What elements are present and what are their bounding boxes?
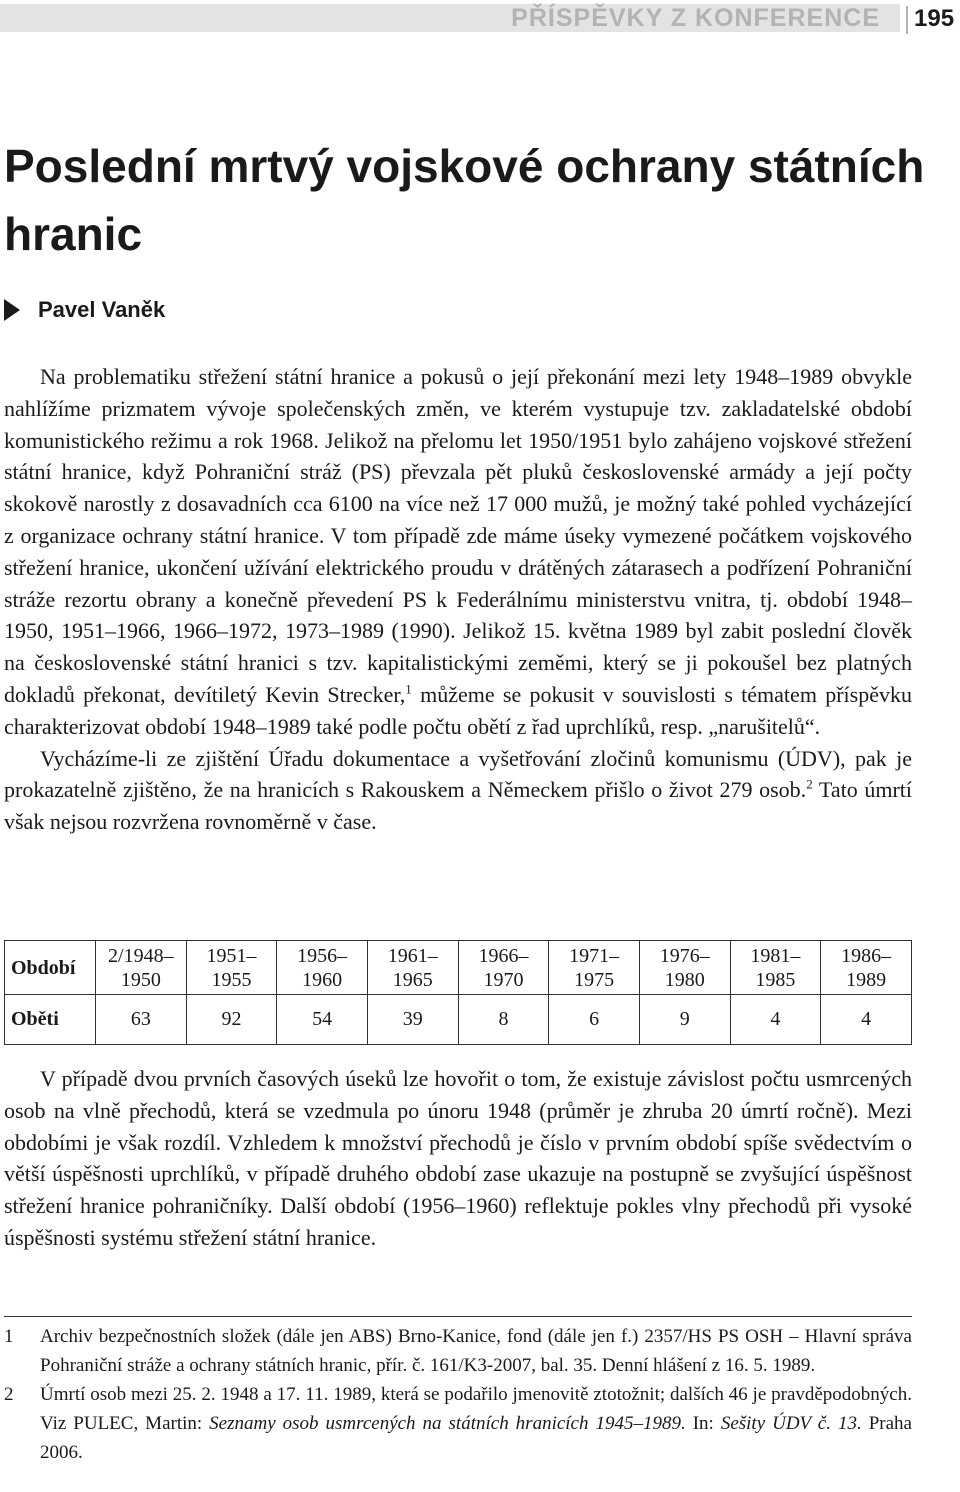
paragraph-1-text-b: můžeme se pokusit v souvislosti s tématem příspěvku charakterizovat období 1948–1989 také podle počtu obětí z řad uprchlíků, resp. „narušitelů“.	[4, 681, 912, 739]
victims-cell: 8	[458, 995, 549, 1045]
footnote-rule	[4, 1316, 912, 1317]
paragraph-2-text-b: Tato úmrtí však nejsou rozvržena rovnoměrně v čase.	[4, 777, 912, 835]
footnote-2-part-c: Praha 2006.	[40, 1413, 912, 1463]
footnote-2-series: Sešity ÚDV č. 13.	[720, 1413, 862, 1434]
triangle-bullet-icon	[4, 299, 20, 321]
period-cell	[367, 941, 458, 995]
period-cell	[730, 941, 821, 995]
table-row-periods	[5, 941, 912, 995]
period-end: 1955	[211, 968, 252, 991]
row-label-period: Období	[5, 941, 96, 995]
article-title: Poslední mrtvý vojskové ochrany státních hranic	[4, 140, 925, 260]
period-cell	[277, 941, 368, 995]
footnote-2-part-a: Úmrtí osob mezi 25. 2. 1948 a 17. 11. 1989, která se podařilo jmenovitě ztotožnit; dalších 46 je pravděpodobných. Viz PULEC, Martin:	[40, 1384, 912, 1434]
victims-cell: 39	[367, 995, 458, 1045]
paragraph-3: V případě dvou prvních časových úseků lze hovořit o tom, že existuje závislost počtu usmrcených osob na vlně přechodů, která se vzedmula po únoru 1948 (průměr je zhruba 20 úmrtí ročně). Mezi obdobími je však rozdíl. Vzhledem k množství přechodů je číslo v prvním období spíše svědectvím o větší úspěšnosti uprchlíků, v případě druhého období zase ukazuje na postupně se zvyšující úspěšnost střežení hranice pohraničníky. Další období (1956–1960) reflektuje pokles vlny přechodů při vysoké úspěšnosti systému střežení státní hranice.	[4, 1066, 912, 1250]
paragraph-1-text-a: Na problematiku střežení státní hranice a pokusů o její překonání mezi lety 1948–1989 obvykle nahlížíme prizmatem vývoje společenských změn, ve kterém vystupuje tzv. zakladatelské období komunistického režimu a rok 1968. Jelikož na přelomu let 1950/1951 bylo zahájeno vojskové střežení státní hranice, když Pohraniční stráž (PS) převzala pět pluků československé armády a její počty skokově narostly z dosavadních cca 6100 na více než 17 000 mužů, je možný také pohled vycházející z organizace ochrany státní hranice. V tom případě zde máme úseky vymezené počátkem vojskového střežení hranice, ukončení užívání elektrického proudu v drátěných zátarasech a podřízení Pohraniční stráže rezortu obrany a konečně převedení PS k Federálnímu ministerstvu vnitra, tj. období 1948–1950, 1951–1966, 1966–1972, 1973–1989 (1990). Jelikož 15. května 1989 byl zabit poslední člověk na československé státní hranici s tzv. kapitalistickými zeměmi, který se ji pokoušel bez platných dokladů překonat, devítiletý Kevin Strecker,	[4, 364, 912, 707]
period-start: 1981–	[750, 944, 801, 967]
running-header-title: PŘÍSPĚVKY Z KONFERENCE	[511, 4, 880, 32]
footnote-number: 2	[4, 1384, 14, 1405]
period-end: 1989	[846, 968, 887, 991]
header-divider	[906, 6, 908, 34]
footnote-2-title: Seznamy osob usmrcených na státních hranicích 1945–1989.	[209, 1413, 686, 1434]
period-start: 1961–	[387, 944, 438, 967]
period-cell	[821, 941, 912, 995]
period-cell	[549, 941, 640, 995]
period-cell	[458, 941, 549, 995]
victims-cell: 4	[730, 995, 821, 1045]
victims-table	[4, 940, 912, 1045]
period-end: 1975	[574, 968, 615, 991]
body-text-top	[4, 361, 912, 838]
period-end: 1950	[120, 968, 161, 991]
period-end: 1970	[483, 968, 524, 991]
footnotes	[4, 1322, 912, 1467]
body-text-bottom	[4, 1063, 912, 1254]
victims-cell: 6	[549, 995, 640, 1045]
footnote-1	[4, 1322, 912, 1380]
table-row-victims	[5, 995, 912, 1045]
period-end: 1960	[302, 968, 343, 991]
victims-cell: 63	[96, 995, 187, 1045]
footnote-text: Archiv bezpečnostních složek (dále jen ABS) Brno-Kanice, fond (dále jen f.) 2357/HS PS OSH – Hlavní správa Pohraniční stráže a ochrany státních hranic, přír. č. 161/K3-2007, bal. 35. Denní hlášení z 16. 5. 1989.	[40, 1326, 912, 1376]
footnote-ref-2[interactable]: 2	[806, 777, 813, 793]
row-label-victims: Oběti	[5, 995, 96, 1045]
period-start: 1966–	[478, 944, 529, 967]
author-row	[4, 294, 165, 326]
period-end: 1985	[755, 968, 796, 991]
page-number: 195	[914, 5, 955, 32]
paragraph-2	[4, 743, 912, 838]
footnote-2	[4, 1380, 912, 1467]
author-name: Pavel Vaněk	[38, 297, 166, 322]
paragraph-1	[4, 361, 912, 743]
paragraph-2-text-a: Vycházíme-li ze zjištění Úřadu dokumentace a vyšetřování zločinů komunismu (ÚDV), pak je prokazatelně zjištěno, že na hranicích s Rakouskem a Německem přišlo o život 279 osob.	[4, 745, 912, 803]
period-start: 1956–	[297, 944, 348, 967]
period-cell	[639, 941, 730, 995]
period-start: 1986–	[841, 944, 892, 967]
victims-cell: 54	[277, 995, 368, 1045]
footnote-text	[40, 1380, 912, 1467]
period-end: 1980	[664, 968, 705, 991]
period-start: 1976–	[659, 944, 710, 967]
period-start: 1971–	[569, 944, 620, 967]
period-cell	[186, 941, 277, 995]
victims-cell: 9	[639, 995, 730, 1045]
victims-cell: 4	[821, 995, 912, 1045]
footnote-number: 1	[4, 1326, 14, 1347]
period-cell	[96, 941, 187, 995]
period-start: 1951–	[206, 944, 257, 967]
period-end: 1965	[392, 968, 433, 991]
period-start: 2/1948–	[108, 944, 174, 967]
footnote-2-part-b: In:	[685, 1413, 721, 1434]
victims-cell: 92	[186, 995, 277, 1045]
footnote-ref-1[interactable]: 1	[405, 681, 412, 697]
